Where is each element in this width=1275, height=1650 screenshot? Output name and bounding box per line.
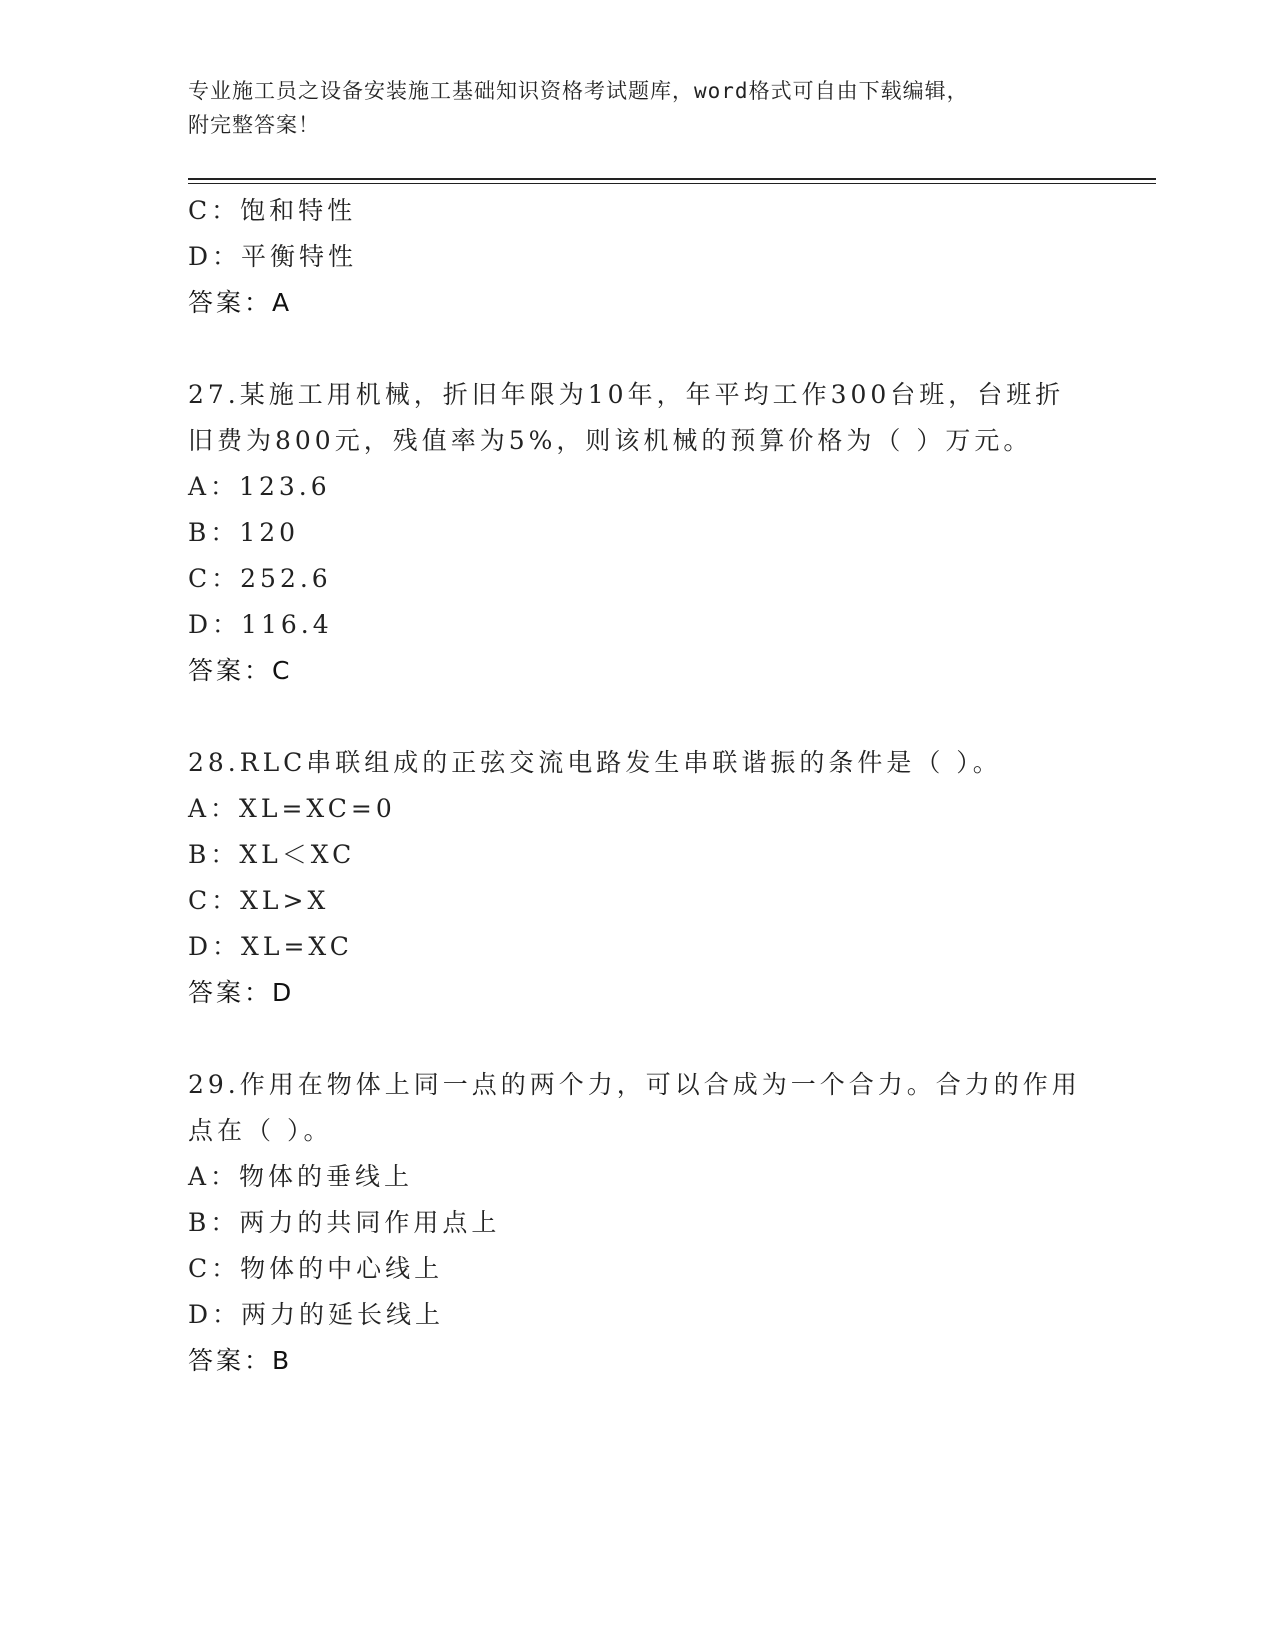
- option-c: C：XL>X: [188, 886, 330, 915]
- question-29: [188, 1062, 1081, 1384]
- question-text-line-1: 28.RLC串联组成的正弦交流电路发生串联谐振的条件是（ ）。: [188, 748, 1002, 777]
- option-c: C：物体的中心线上: [188, 1254, 444, 1283]
- option-c: C：252.6: [188, 564, 332, 593]
- question-28: [188, 740, 1078, 1016]
- header-divider-thick: [188, 178, 1156, 180]
- question-text-line-1: 27.某施工用机械，折旧年限为10年，年平均工作300台班，台班折: [188, 380, 1065, 409]
- answer-line: 答案：B: [188, 1346, 293, 1375]
- spacer: [188, 326, 1078, 372]
- question-text-line-2: 旧费为800元，残值率为5%，则该机械的预算价格为（ ）万元。: [188, 426, 1033, 455]
- header-divider-thin: [188, 183, 1156, 184]
- spacer: [188, 694, 1078, 740]
- option-a: A：物体的垂线上: [188, 1162, 414, 1191]
- option-b: B：XL＜XC: [188, 840, 356, 869]
- option-d: D：平衡特性: [188, 242, 358, 271]
- question-text-line-1: 29.作用在物体上同一点的两个力，可以合成为一个合力。合力的作用: [188, 1070, 1081, 1099]
- spacer: [188, 1016, 1078, 1062]
- answer-line: 答案：D: [188, 978, 295, 1007]
- answer-line: 答案：A: [188, 288, 293, 317]
- option-b: B：120: [188, 518, 300, 547]
- option-c: C：饱和特性: [188, 196, 357, 225]
- question-text-line-2: 点在（ ）。: [188, 1116, 333, 1145]
- question-list: [188, 188, 1081, 1384]
- continued-question: [188, 188, 1078, 326]
- option-d: D：两力的延长线上: [188, 1300, 445, 1329]
- header-title-line-1: 专业施工员之设备安装施工基础知识资格考试题库，word格式可自由下载编辑，: [188, 79, 969, 103]
- answer-line: 答案：C: [188, 656, 293, 685]
- option-d: D：116.4: [188, 610, 333, 639]
- option-a: A：123.6: [188, 472, 331, 501]
- option-b: B：两力的共同作用点上: [188, 1208, 501, 1237]
- question-27: [188, 372, 1078, 694]
- document-header: [188, 74, 1068, 142]
- option-a: A：XL=XC=0: [188, 794, 396, 823]
- header-title-line-2: 附完整答案！: [188, 113, 320, 137]
- option-d: D：XL=XC: [188, 932, 353, 961]
